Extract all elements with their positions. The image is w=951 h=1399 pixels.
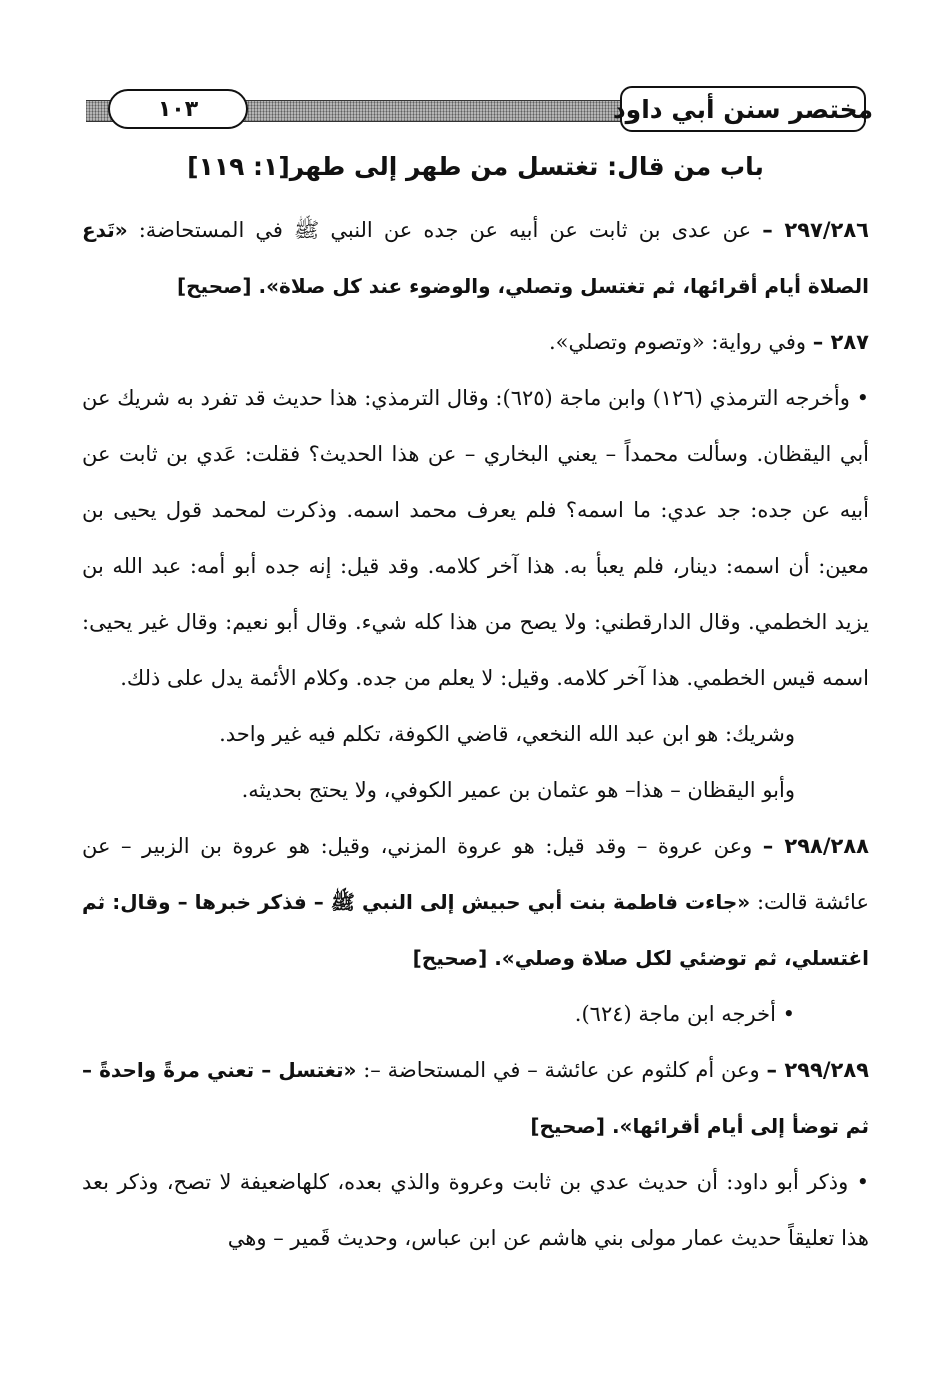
hadith-text: عن عدى بن ثابت عن أبيه عن جده عن النبي ﷺ في المستحاضة:: [138, 218, 752, 242]
page-number: ١٠٣: [157, 96, 199, 122]
hadith-quote: «تَدع الصلاة أيام أقرائها، ثم تغتسل وتصلي، والوضوء عند كل صلاة». [صحيح]: [82, 218, 869, 298]
takhrij-note: • وأخرجه الترمذي (١٢٦) وابن ماجة (٦٢٥): وقال الترمذي: هذا حديث قد تفرد به شريك عن أبي اليقظان. وسألت محمداً – يعني البخاري – عن هذا الحديث؟ فقلت: عَدي بن ثابت عن أبيه عن جده: جد عدي: ما اسمه؟ فلم يعرف محمد اسمه. وذكرت لمحمد قول يحيى بن معين: أن اسمه: دينار، فلم يعبأ به. هذا آخر كلامه. وقد قيل: إنه جده أبو أمه: عبد الله بن يزيد الخطمي. وقال الدارقطني: ولا يصح من هذا كله شيء. وقال أبو نعيم: وقال غير يحيى: اسمه قيس الخطمي. هذا آخر كلامه. وقيل: لا يعلم من جده. وكلام الأئمة يدل على ذلك.: [82, 386, 869, 690]
hadith-number: ٢٩٧/٢٨٦ –: [762, 218, 869, 242]
hadith-298: [82, 818, 869, 986]
hadith-number: ٢٩٨/٢٨٨ –: [762, 834, 869, 858]
hadith-287: [82, 314, 869, 370]
hadith-text: وعن عروة – وقد قيل: هو عروة المزني، وقيل: هو عروة بن الزبير – عن عائشة قالت:: [82, 834, 869, 914]
hadith-quote: «جاءت فاطمة بنت أبي حبيش إلى النبي ﷺ – فذكر خبرها – وقال: ثم اغتسلي، ثم توضئي لكل صلاة وصلي». [صحيح]: [82, 890, 869, 970]
hadith-text: وفي رواية: «وتصوم وتصلي».: [548, 330, 807, 354]
page-number-badge: [108, 89, 248, 129]
book-title: مختصر سنن أبي داود: [612, 94, 874, 124]
page-header: [86, 86, 874, 136]
abu-yaqzan-note: وأبو اليقظان – هذا– هو عثمان بن عمير الكوفي، ولا يحتج بحديثه.: [241, 778, 795, 802]
chapter-heading: باب من قال: تغتسل من طهر إلى طهر[١: ١١٩]: [187, 152, 764, 181]
abu-dawud-note: • وذكر أبو داود: أن حديث عدي بن ثابت وعروة والذي بعده، كلهاضعيفة لا تصح، وذكر بعد هذا تعليقاً حديث عمار مولى بني هاشم عن ابن عباس، وحديث قَمير – وهي: [82, 1170, 869, 1250]
hadith-number: ٢٨٧ –: [812, 330, 869, 354]
hadith-number: ٢٩٩/٢٨٩ –: [766, 1058, 869, 1082]
sharik-note: وشريك: هو ابن عبد الله النخعي، قاضي الكوفة، تكلم فيه غير واحد.: [219, 722, 795, 746]
takhrij-note: • أخرجه ابن ماجة (٦٢٤).: [574, 1002, 795, 1026]
hadith-text: وعن أم كلثوم عن عائشة – في المستحاضة –:: [363, 1058, 760, 1082]
hadith-299: [82, 1042, 869, 1154]
hadith-quote: «تغتسل – تعني مرةً واحدةً – ثم توضأ إلى أيام أقرائها». [صحيح]: [82, 1058, 869, 1138]
book-title-box: [612, 86, 874, 132]
page-body: [82, 202, 869, 1266]
hadith-297: [82, 202, 869, 314]
